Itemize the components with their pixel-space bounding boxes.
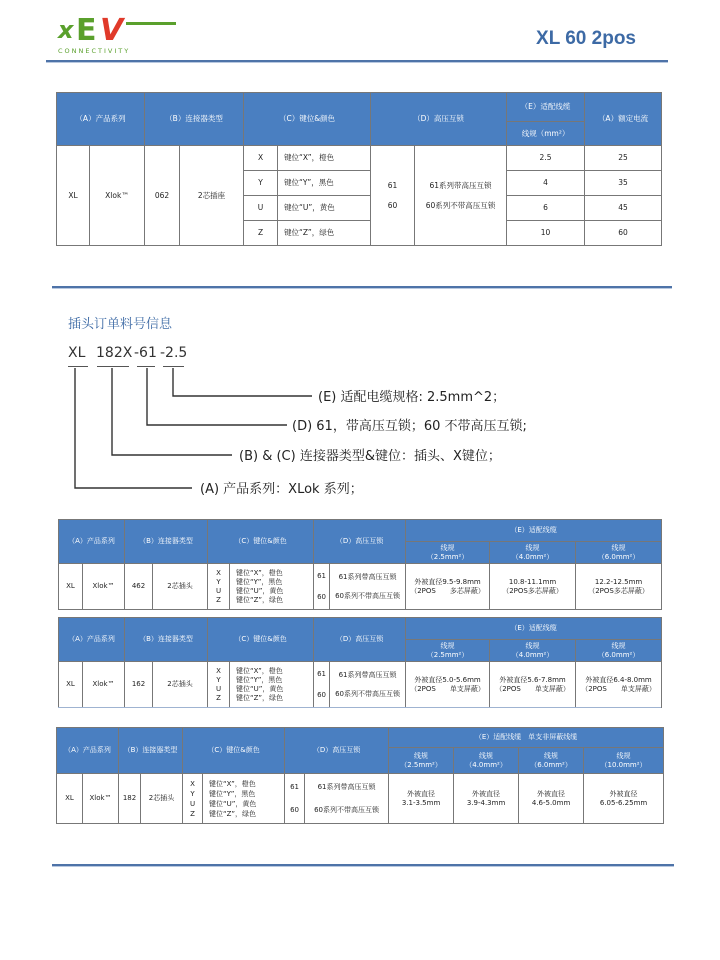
series-name: Xlok™ — [83, 662, 125, 708]
hvil-desc-61: 61系列带高压互锁 — [429, 181, 492, 190]
header-key-color: （C）键位&颜色 — [208, 520, 314, 564]
header-key-color: （C）键位&颜色 — [183, 728, 285, 774]
key-desc: 键位“U”，黄色 — [278, 196, 371, 221]
header-cable: （E）适配线缆 单支非屏蔽线缆 — [389, 728, 664, 748]
header-series: （A）产品系列 — [57, 93, 145, 146]
header-series: （A）产品系列 — [57, 728, 119, 774]
type-code: 182 — [119, 774, 141, 824]
header-cable: （E）适配线缆 — [406, 618, 662, 640]
hvil-codes: 61 60 — [314, 662, 330, 708]
header-series: （A）产品系列 — [59, 520, 125, 564]
current-value: 25 — [585, 146, 662, 171]
key-codes: X Y U Z — [208, 662, 230, 708]
header-connector-type: （B）连接器类型 — [125, 618, 208, 662]
desc-type-key: (B) & (C) 连接器类型&键位：插头、X键位； — [239, 449, 501, 464]
header-series: （A）产品系列 — [59, 618, 125, 662]
gauge-value: 6 — [507, 196, 585, 221]
code-part-series: XL — [68, 345, 86, 361]
type-name: 2芯插座 — [180, 146, 244, 246]
code-part-gauge: -2.5 — [160, 345, 188, 361]
gauge-value: 10 — [507, 221, 585, 246]
current-value: 45 — [585, 196, 662, 221]
current-value: 35 — [585, 171, 662, 196]
header-gauge: 线规 （2.5mm²） — [406, 542, 490, 564]
header-cable: （E）适配线缆 — [406, 520, 662, 542]
hvil-desc-60: 60系列不带高压互锁 — [425, 200, 496, 210]
gauge-value: 10.8-11.1mm （2POS多芯屏蔽） — [490, 564, 576, 610]
header-hvil: （D）高压互锁 — [314, 520, 406, 564]
hvil-code-61: 61 — [387, 181, 398, 190]
svg-text:V: V — [100, 13, 124, 48]
header-connector-type: （B）连接器类型 — [125, 520, 208, 564]
gauge-value: 外被直径9.5-9.8mm （2POS 多芯屏蔽） — [406, 564, 490, 610]
series-name: Xlok™ — [90, 146, 145, 246]
header-hvil: （D）高压互锁 — [314, 618, 406, 662]
key-descs: 键位“X”，橙色 键位“Y”，黑色 键位“U”，黄色 键位“Z”，绿色 — [230, 662, 314, 708]
ordering-heading: 插头订单料号信息 — [68, 317, 173, 332]
hvil-codes: 61 60 — [314, 564, 330, 610]
gauge-value: 外被直径6.4-8.0mm （2POS 单支屏蔽） — [576, 662, 662, 708]
header-gauge: 线规 （4.0mm²） — [490, 640, 576, 662]
key-descs: 键位“X”，橙色 键位“Y”，黑色 键位“U”，黄色 键位“Z”，绿色 — [203, 774, 285, 824]
header-gauge: 线规 （2.5mm²） — [406, 640, 490, 662]
key-desc: 键位“Y”，黑色 — [278, 171, 371, 196]
footer-divider — [52, 864, 674, 867]
header-gauge: 线规 （4.0mm²） — [454, 748, 519, 774]
series-code: XL — [59, 662, 83, 708]
key-code: U — [244, 196, 278, 221]
svg-text:x: x — [58, 16, 74, 44]
hvil-codes: 61 60 — [285, 774, 305, 824]
current-value: 60 — [585, 221, 662, 246]
header-gauge: 线规（mm²） — [507, 122, 585, 146]
hvil-code-60: 60 — [387, 200, 398, 210]
series-name: Xlok™ — [83, 774, 119, 824]
key-desc: 键位“X”，橙色 — [278, 146, 371, 171]
gauge-value: 外被直径5.6-7.8mm （2POS 单支屏蔽） — [490, 662, 576, 708]
gauge-value: 外被直径5.0-5.6mm （2POS 单支屏蔽） — [406, 662, 490, 708]
key-code: X — [244, 146, 278, 171]
desc-gauge: (E) 适配电缆规格: 2.5mm^2； — [318, 390, 506, 405]
gauge-value: 4 — [507, 171, 585, 196]
hvil-descs: 61系列带高压互锁 60系列不带高压互锁 — [305, 774, 389, 824]
plug-spec-table-462 — [58, 519, 662, 610]
header-gauge: 线规 （6.0mm²） — [576, 542, 662, 564]
hvil-descs: 61系列带高压互锁 60系列不带高压互锁 — [330, 564, 406, 610]
header-connector-type: （B）连接器类型 — [119, 728, 183, 774]
code-part-type-key: 182X — [96, 345, 133, 361]
code-part-hvil: -61 — [134, 345, 157, 361]
key-code: Z — [244, 221, 278, 246]
header-key-color: （C）键位&颜色 — [208, 618, 314, 662]
gauge-value: 外被直径 4.6-5.0mm — [519, 774, 584, 824]
type-name: 2芯插头 — [153, 662, 208, 708]
series-code: XL — [57, 774, 83, 824]
header-gauge: 线规 （10.0mm²） — [584, 748, 664, 774]
desc-hvil: (D) 61，带高压互锁；60 不带高压互锁; — [292, 419, 527, 434]
type-code: 062 — [145, 146, 180, 246]
header-key-color: （C）键位&颜色 — [244, 93, 371, 146]
header-gauge: 线规 （6.0mm²） — [576, 640, 662, 662]
gauge-value: 12.2-12.5mm （2POS多芯屏蔽） — [576, 564, 662, 610]
header-gauge: 线规 （2.5mm²） — [389, 748, 454, 774]
type-code: 162 — [125, 662, 153, 708]
series-code: XL — [59, 564, 83, 610]
key-codes: X Y U Z — [183, 774, 203, 824]
desc-series: (A) 产品系列：XLok 系列； — [200, 482, 363, 497]
key-code: Y — [244, 171, 278, 196]
page-title: XL 60 2pos — [536, 28, 636, 49]
header-gauge: 线规 （4.0mm²） — [490, 542, 576, 564]
header-hvil: （D）高压互锁 — [371, 93, 507, 146]
header-hvil: （D）高压互锁 — [285, 728, 389, 774]
key-codes: X Y U Z — [208, 564, 230, 610]
type-code: 462 — [125, 564, 153, 610]
plug-spec-table-182 — [56, 727, 664, 824]
gauge-value: 外被直径 3.9-4.3mm — [454, 774, 519, 824]
plug-spec-table-162 — [58, 617, 662, 708]
gauge-value: 外被直径 6.05-6.25mm — [584, 774, 664, 824]
header-rated-current: （A）额定电流 — [585, 93, 662, 146]
series-name: Xlok™ — [83, 564, 125, 610]
svg-text:E: E — [76, 13, 97, 48]
type-name: 2芯插头 — [141, 774, 183, 824]
header-gauge: 线规 （6.0mm²） — [519, 748, 584, 774]
header-cable: （E）适配线缆 — [507, 93, 585, 122]
section-divider — [58, 707, 661, 708]
hvil-descs: 61系列带高压互锁 60系列不带高压互锁 — [330, 662, 406, 708]
gauge-value: 外被直径 3.1-3.5mm — [389, 774, 454, 824]
logo-subtitle: CONNECTIVITY — [58, 47, 131, 55]
series-code: XL — [57, 146, 90, 246]
key-desc: 键位“Z”，绿色 — [278, 221, 371, 246]
key-descs: 键位“X”，橙色 键位“Y”，黑色 键位“U”，黄色 键位“Z”，绿色 — [230, 564, 314, 610]
header-connector-type: （B）连接器类型 — [145, 93, 244, 146]
gauge-value: 2.5 — [507, 146, 585, 171]
type-name: 2芯插头 — [153, 564, 208, 610]
